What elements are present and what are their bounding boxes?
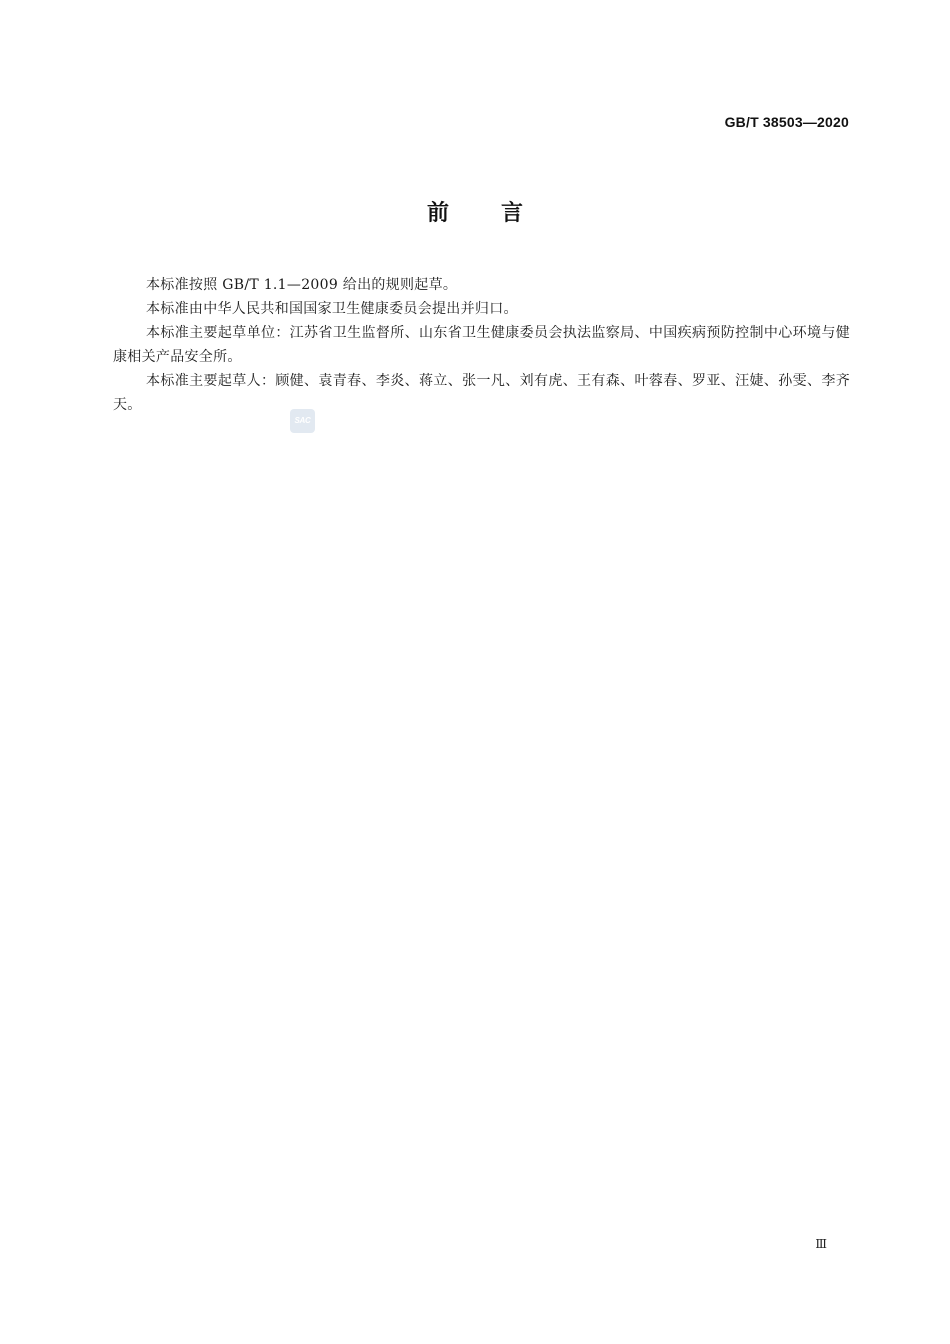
sac-watermark-logo: SAC [290, 409, 315, 433]
paragraph-drafters: 本标准主要起草人：顾健、袁青春、李炎、蒋立、张一凡、刘有虎、王有森、叶蓉春、罗亚、汪婕、孙雯、李齐天。 [113, 373, 850, 413]
paragraph-proposer: 本标准由中华人民共和国国家卫生健康委员会提出并归口。 [146, 301, 518, 317]
paragraph-drafting-units: 本标准主要起草单位：江苏省卫生监督所、山东省卫生健康委员会执法监察局、中国疾病预防控制中心环境与健康相关产品安全所。 [113, 325, 850, 365]
paragraph-drafting-rules: 本标准按照 GB/T 1.1—2009 给出的规则起草。 [146, 277, 458, 293]
page-title: 前言 [426, 201, 575, 226]
foreword-body [113, 273, 850, 417]
standard-code: GB/T 38503—2020 [724, 114, 849, 130]
page-number: Ⅲ [815, 1237, 827, 1251]
